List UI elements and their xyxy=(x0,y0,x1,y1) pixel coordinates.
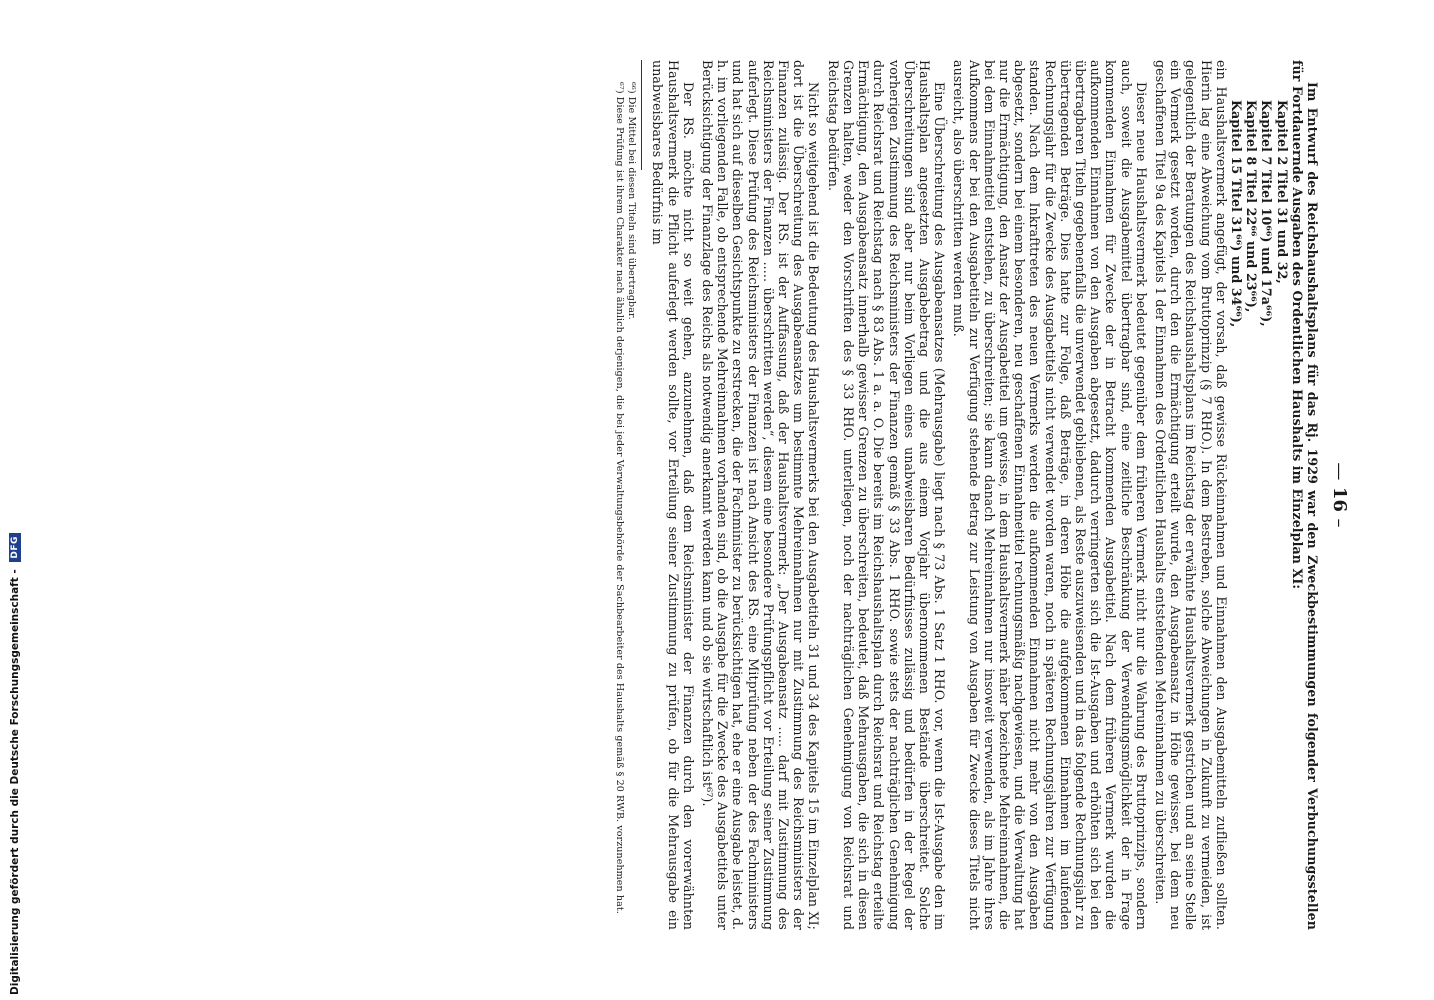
body-paragraph-4: Nicht so weitgehend ist die Bedeutung des Haushaltsvermerks bei den Ausgabetiteln 31 und 34 des Kapitels 15 im Einzelplan XI; dort ist die Überschreitung des Ausgabeansatzes um bestimmte Mehreinnahmen nur mit Zustimmung des Reichsministers der Finanzen zulässig. Der RS. ist der Auffassung, daß der Haushaltsvermerk: „Der Ausgabeansatz ..... darf mit Zustimmung des Reichsministers der Finanzen ..... überschritten werden“, diesem eine besondere Prüfungspflicht vor Erteilung seiner Zustimmung auferlegt. Diese Prüfung des Reichsministers der Finanzen ist nach Ansicht des RS. eine Mitprüfung neben der des Fachministers und hat sich auf dieselben Gesichtspunkte zu erstrecken, die der Fachminister zu berücksichtigen hat, ehe er eine Ausgabe leistet, d. h. im vorliegenden Falle, ob entsprechende Mehreinnahmen vorhanden sind, ob die Ausgabe für die Zwecke des Ausgabetitels unter Berücksichtigung der Finanzlage des Reichs als notwendig anerkannt werden kann und ob sie wirtschaftlich ist⁶⁷). xyxy=(700,60,822,930)
kapitel-item: Kapitel 7 Titel 10⁶⁶) und 17a⁶⁶), xyxy=(1259,100,1275,327)
page-number-dash-right: – xyxy=(1329,518,1350,528)
body-paragraph-2: Dieser neue Haushaltsvermerk bedeutet gegenüber dem früheren Vermerk nicht nur die Wahrung des Bruttoprinzips, sondern auch, soweit die Ausgabemittel übertragbar sind, eine zeitliche Beschränkung der Verwendungsmöglichkeit der in Frage kommenden Einnahmen für Zwecke der in Betracht kommenden Ausgabetitel. Nach dem früheren Vermerk wurden die aufkommenden Einnahmen von den Ausgaben abgesetzt, dadurch verringerten sich die Ist-Ausgaben und erhöhten sich bei den übertragbaren Titeln gegebenenfalls die unverwendet gebliebenen, als Reste auszuweisenden und in das folgende Rechnungsjahr zu übertragenden Beträge. Dies hatte zur Folge, daß Beträge, in deren Höhe die aufgekommenen Einnahmen im laufenden Rechnungsjahr für die Zwecke des Ausgabetitels nicht verwendet worden waren, noch in späteren Rechnungsjahren zur Verfügung standen. Nach dem Inkrafttreten des neuen Vermerks werden die aufkommenden Einnahmen nicht mehr von den Ausgaben abgesetzt, sondern bei einem besonderen, neu geschaffenen Einnahmetitel rechnungsmäßig nachgewiesen, und die Verwaltung hat nur die Ermächtigung, den Ansatz der Ausgabetitel um gewisse, in dem Haushaltsvermerk näher bezeichnete Mehreinnahmen, die bei dem Einnahmetitel entstehen, zu überschreiten; sie kann danach Mehreinnahmen nur insoweit verwenden, als im Jahre ihres Aufkommens der bei den Ausgabetiteln zur Verfügung stehende Betrag zur Leistung von Ausgaben für Zwecke dieses Titels nicht ausreicht, also überschritten werden muß. xyxy=(951,60,1149,930)
body-paragraph-5: Der RS. möchte nicht so weit gehen, anzunehmen, daß dem Reichsminister der Finanzen durch den vorerwähnten Haushaltsvermerk die Pflicht auferlegt werden sollte, vor Erteilung seiner Zustimmung zu prüfen, ob für die Mehrausgabe ein unabweisbares Bedürfnis im xyxy=(650,60,696,930)
body-paragraph-1: ein Haushaltsvermerk angefügt, der vorsah, daß gewisse Rückeinnahmen und Einnahmen den Ausgabemitteln zufließen sollten. Hierin lag eine Abweichung vom Bruttoprinzip (§ 7 RHO.). In dem Bestreben, solche Abweichungen in Zukunft zu vermeiden, ist gelegentlich der Beratungen des Reichshaushaltsplans im Reichstag der erwähnte Haushaltsvermerk gestrichen und an seine Stelle ein Vermerk gesetzt worden, durch den die Ermächtigung erteilt wurde, den Ausgabeansatz in Höhe gewisser, bei dem neu geschaffenen Titel 9a des Kapitels 1 der Einnahmen des Ordentlichen Haushalts entstehenden Mehreinnahmen zu überschreiten. xyxy=(1152,60,1229,930)
page-number xyxy=(1328,60,1350,930)
intro-paragraph: Im Entwurf des Reichshaushaltsplans für das Rj. 1929 war den Zweckbestimmungen folgender Verbuchungsstellen für Fortdauernde Ausgaben des Ordentlichen Haushalts im Einzelplan XI: xyxy=(1289,60,1320,930)
page-number-value: 16 xyxy=(1329,486,1350,513)
dfg-logo-icon: DFG xyxy=(9,533,21,562)
footnote-divider xyxy=(641,60,642,170)
kapitel-list xyxy=(1229,60,1290,930)
rotated-document-page xyxy=(130,30,1350,970)
digitization-credit xyxy=(8,5,22,995)
body-paragraph-3: Eine Überschreitung des Ausgabeansatzes (Mehrausgabe) liegt nach § 73 Abs. 1 Satz 1 RHO. vor, wenn die Ist-Ausgabe den im Haushaltsplan angesetzten Ausgabebetrag und die aus einem Vorjahr übernommenen Bestände überschreitet. Solche Überschreitungen sind aber nur beim Vorliegen eines unabweisbaren Bedürfnisses zulässig und bedürfen in der Regel der vorherigen Zustimmung des Reichsministers der Finanzen gemäß § 33 Abs. 1 RHO. sowie stets der nachträglichen Genehmigung durch Reichsrat und Reichstag nach § 83 Abs. 1 a. a. O. Die bereits im Reichshaushaltsplan durch Reichsrat und Reichstag erteilte Ermächtigung, den Ausgabeansatz innerhalb gewisser Grenzen zu überschreiten, bedeutet, daß Mehrausgaben, die sich in diesen Grenzen halten, weder den Vorschriften des § 33 RHO. unterliegen, noch der nachträglichen Genehmigung von Reichsrat und Reichstag bedürfen. xyxy=(825,60,948,930)
footnotes xyxy=(613,60,637,930)
footnote-66: ⁶⁶) Die Mittel bei diesen Titeln sind übertragbar. xyxy=(626,82,638,320)
kapitel-item: Kapitel 15 Titel 31⁶⁶) und 34⁶⁶), xyxy=(1228,100,1244,328)
digitization-credit-text: Digitalisierung gefördert durch die Deutsche Forschungsgemeinschaft - xyxy=(9,569,21,995)
page-number-dash-left: — xyxy=(1329,462,1350,481)
kapitel-item: Kapitel 2 Titel 31 und 32, xyxy=(1274,100,1290,284)
footnote-67: ⁶⁷) Diese Prüfung ist ihrem Charakter nach ähnlich derjenigen, die bei jeder Verwaltungsbehörde der Sachbearbeiter des Haushalts gemäß § 20 RWB. vorzunehmen hat. xyxy=(614,82,626,914)
kapitel-item: Kapitel 8 Titel 22⁶⁶ und 23⁶⁶), xyxy=(1244,100,1260,313)
